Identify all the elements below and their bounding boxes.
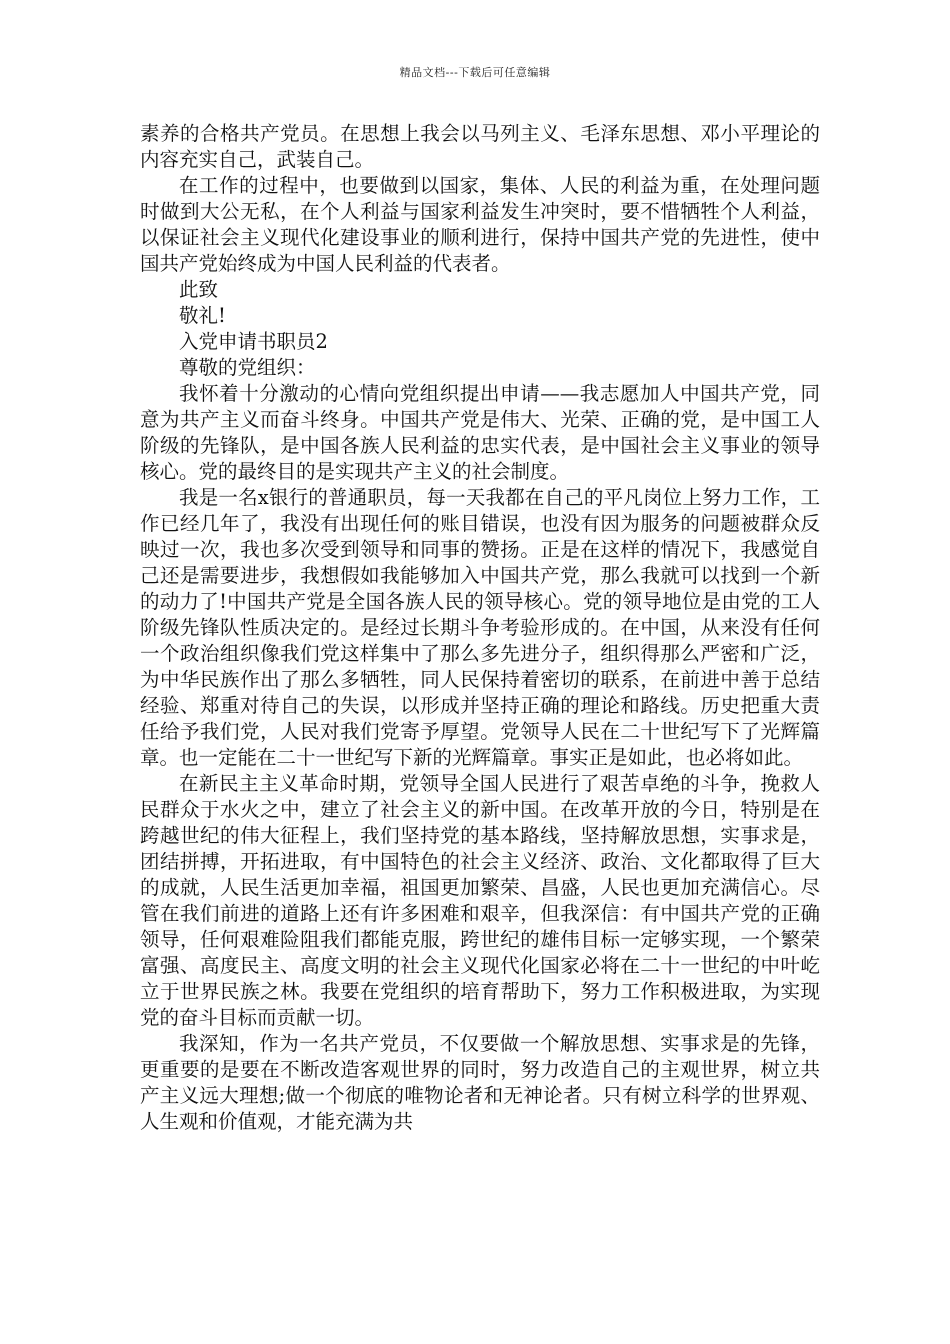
salutation: 尊敬的党组织： — [179, 356, 316, 379]
document-body — [140, 121, 820, 1135]
closing-line: 此致 — [179, 278, 219, 301]
paragraph: 我是一名x银行的普通职员，每一天我都在自己的平凡岗位上努力工作，工作已经几年了，我没有出现任何的账目错误，也没有因为服务的问题被群众反映过一次，我也多次受到领导和同事的赞扬。正是在这样的情况下，我感觉自己还是需要进步，我想假如我能够加入中国共产党，那么我就可以找到一个新的动力了!中国共产党是全国各族人民的领导核心。党的领导地位是由党的工人阶级先锋队性质决定的。是经过长期斗争考验形成的。在中国，从来没有任何一个政治组织像我们党这样集中了那么多先进分子，组织得那么严密和广泛，为中华民族作出了那么多牺牲，同人民保持着密切的联系，在前进中善于总结经验、郑重对待自己的失误，以形成并坚持正确的理论和路线。历史把重大责任给予我们党，人民对我们党寄予厚望。党领导人民在二十世纪写下了光辉篇章。也一定能在二十一世纪写下新的光辉篇章。事实正是如此，也必将如此。 — [140, 486, 820, 769]
paragraph: 素养的合格共产党员。在思想上我会以马列主义、毛泽东思想、邓小平理论的内容充实自己，武装自己。 — [140, 122, 820, 171]
paragraph: 在新民主主义革命时期，党领导全国人民进行了艰苦卓绝的斗争，挽救人民群众于水火之中，建立了社会主义的新中国。在改革开放的今日，特别是在跨越世纪的伟大征程上，我们坚持党的基本路线，坚持解放思想，实事求是，团结拼搏，开拓进取，有中国特色的社会主义经济、政治、文化都取得了巨大的成就，人民生活更加幸福，祖国更加繁荣、昌盛，人民也更加充满信心。尽管在我们前进的道路上还有许多困难和艰辛，但我深信：有中国共产党的正确领导，任何艰难险阻我们都能克服，跨世纪的雄伟目标一定够实现，一个繁荣富强、高度民主、高度文明的社会主义现代化国家必将在二十一世纪的中叶屹立于世界民族之林。我要在党组织的培育帮助下，努力工作积极进取，为实现党的奋斗目标而贡献一切。 — [140, 772, 820, 1029]
paragraph: 我深知，作为一名共产党员，不仅要做一个解放思想、实事求是的先锋，更重要的是要在不断改造客观世界的同时，努力改造自己的主观世界，树立共产主义远大理想;做一个彻底的唯物论者和无神论者。只有树立科学的世界观、人生观和价值观，才能充满为共 — [140, 1032, 820, 1133]
paragraph: 在工作的过程中，也要做到以国家，集体、人民的利益为重，在处理问题时做到大公无私，在个人利益与国家利益发生冲突时，要不惜牺牲个人利益，以保证社会主义现代化建设事业的顺利进行，保持中国共产党的先进性，使中国共产党始终成为中国人民利益的代表者。 — [140, 174, 820, 275]
page-header: 精品文档---下载后可任意编辑 — [399, 66, 551, 79]
section-title: 入党申请书职员2 — [179, 330, 328, 353]
paragraph: 我怀着十分激动的心情向党组织提出申请——我志愿加人中国共产党，同意为共产主义而奋斗终身。中国共产党是伟大、光荣、正确的党，是中国工人阶级的先锋队，是中国各族人民利益的忠实代表，是中国社会主义事业的领导核心。党的最终目的是实现共产主义的社会制度。 — [140, 382, 820, 483]
closing-salute: 敬礼! — [179, 304, 226, 327]
